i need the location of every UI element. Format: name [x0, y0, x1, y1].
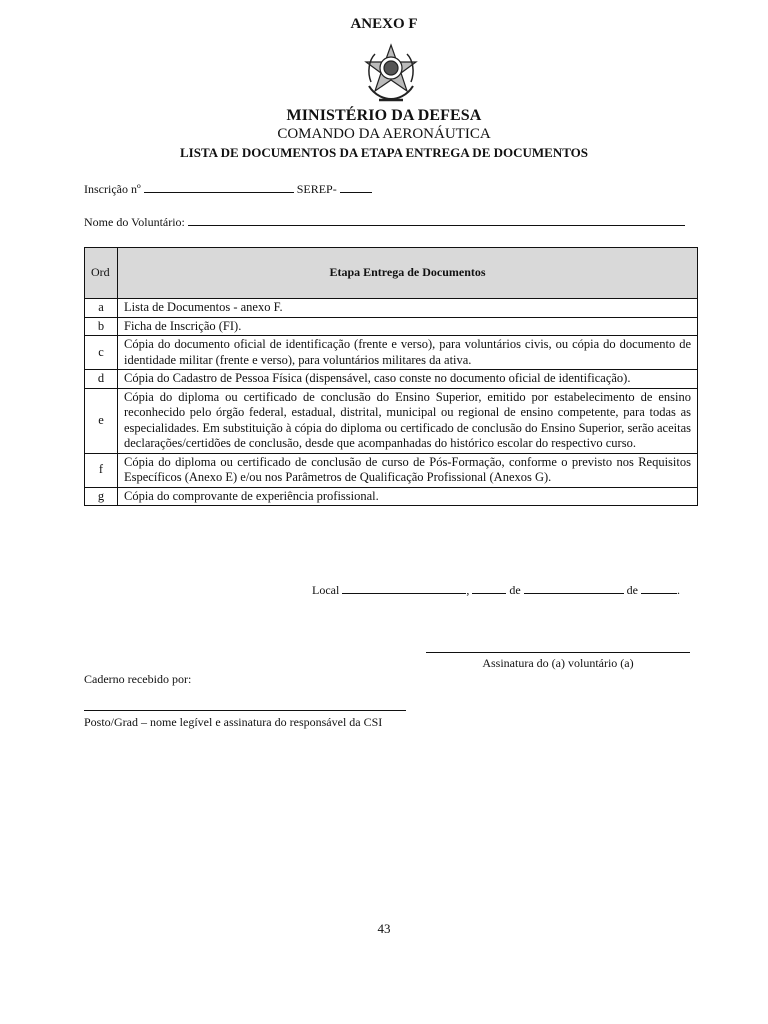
local-label: Local	[312, 583, 340, 597]
row-ord: b	[85, 317, 118, 336]
inscricao-label: Inscrição nº	[84, 182, 141, 196]
row-ord: g	[85, 487, 118, 506]
row-ord: e	[85, 388, 118, 453]
table-row	[85, 388, 698, 453]
brazil-coat-of-arms-icon	[361, 42, 421, 104]
column-header-ord: Ord	[85, 248, 118, 299]
inscricao-field[interactable]	[144, 181, 294, 193]
responsible-signature-line[interactable]	[84, 710, 406, 711]
nome-row	[84, 214, 685, 230]
annex-title: ANEXO F	[350, 16, 418, 32]
table-header-row	[85, 248, 698, 299]
serep-label: SEREP-	[296, 182, 337, 196]
de-label-1: de	[509, 583, 521, 597]
inscricao-row	[84, 181, 372, 197]
volunteer-signature-line[interactable]	[426, 652, 690, 653]
row-description: Cópia do diploma ou certificado de conclusão do Ensino Superior, emitido por estabelecimento de ensino reconhecido pelo órgão federal, estadual, distrital, municipal ou regional de ensino competente, para todas as especialidades. Em substituição à cópia do diploma ou certificado de conclusão do Ensino Superior, serão aceitas declarações/certidões de conclusão, desde que acompanhadas do histórico escolar do respectivo curso.	[118, 388, 698, 453]
documents-table	[84, 247, 698, 506]
table-row	[85, 299, 698, 318]
month-field[interactable]	[524, 582, 624, 594]
row-description: Cópia do Cadastro de Pessoa Física (dispensável, caso conste no documento oficial de identificação).	[118, 370, 698, 389]
list-title: LISTA DE DOCUMENTOS DA ETAPA ENTREGA DE DOCUMENTOS	[179, 145, 588, 160]
table-row	[85, 487, 698, 506]
local-date-row: Local , de de .	[312, 583, 680, 597]
page-number: 43	[377, 921, 391, 936]
day-field[interactable]	[472, 582, 506, 594]
row-ord: f	[85, 453, 118, 487]
received-by-label: Caderno recebido por:	[84, 672, 192, 686]
row-description: Cópia do documento oficial de identificação (frente e verso), para voluntários civis, ou cópia do documento de identidade militar (frente e verso), para voluntários militares da ativa.	[118, 336, 698, 370]
command-title: COMANDO DA AERONÁUTICA	[277, 126, 491, 142]
column-header-etapa: Etapa Entrega de Documentos	[118, 248, 698, 299]
nome-label: Nome do Voluntário:	[84, 215, 185, 229]
local-field[interactable]	[342, 582, 466, 594]
row-description: Cópia do comprovante de experiência profissional.	[118, 487, 698, 506]
row-description: Ficha de Inscrição (FI).	[118, 317, 698, 336]
volunteer-signature-caption: Assinatura do (a) voluntário (a)	[482, 656, 634, 670]
year-field[interactable]	[641, 582, 677, 594]
table-row	[85, 370, 698, 389]
responsible-signature-caption: Posto/Grad – nome legível e assinatura do responsável da CSI	[84, 715, 383, 729]
row-description: Lista de Documentos - anexo F.	[118, 299, 698, 318]
table-row	[85, 336, 698, 370]
row-ord: d	[85, 370, 118, 389]
de-label-2: de	[626, 583, 638, 597]
row-ord: a	[85, 299, 118, 318]
table-row	[85, 317, 698, 336]
row-ord: c	[85, 336, 118, 370]
nome-field[interactable]	[188, 214, 685, 226]
ministry-title: MINISTÉRIO DA DEFESA	[286, 107, 482, 124]
serep-field[interactable]	[340, 181, 372, 193]
row-description: Cópia do diploma ou certificado de conclusão de curso de Pós-Formação, conforme o previsto nos Requisitos Específicos (Anexo E) e/ou nos Parâmetros de Qualificação Profissional (Anexos G).	[118, 453, 698, 487]
table-row	[85, 453, 698, 487]
